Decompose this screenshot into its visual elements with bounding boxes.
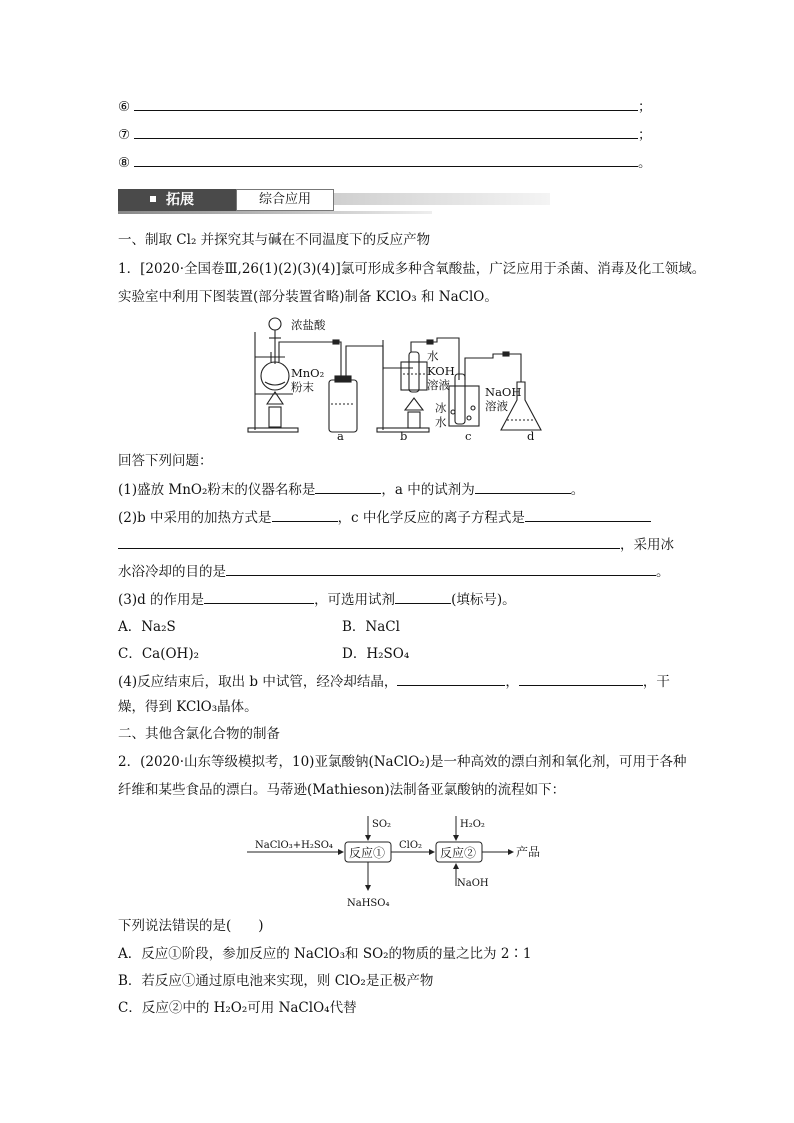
q1-intro-1: 1．[2020·全国卷Ⅲ,26(1)(2)(3)(4)]氯可形成多种含氧酸盐，广泛应用于杀菌、消毒及化工领域。 — [118, 261, 706, 277]
answer-line-6 — [118, 96, 652, 117]
line-number: ⑥ — [118, 99, 131, 115]
text: ，可选用试剂 — [314, 592, 396, 608]
answer-line-8 — [118, 152, 652, 173]
tab-label: 拓展 — [166, 192, 194, 208]
flow-h2o2: H₂O₂ — [460, 819, 485, 830]
flow-clo2: ClO₂ — [399, 840, 423, 851]
blank[interactable] — [134, 152, 638, 167]
text: 。 — [656, 564, 670, 580]
round-flask — [261, 362, 289, 390]
test-tube-b — [409, 352, 419, 392]
q2-option-a[interactable]: A．反应①阶段，参加反应的 NaClO₃和 SO₂的物质的量之比为 2∶1 — [118, 946, 532, 962]
text: ，采用冰 — [620, 537, 674, 553]
label-a: a — [337, 429, 344, 443]
blank[interactable] — [315, 479, 381, 494]
blank[interactable] — [134, 96, 638, 111]
q2-question: 下列说法错误的是( ) — [118, 918, 264, 934]
q1-part3 — [118, 589, 516, 610]
label-b: b — [400, 429, 408, 443]
flow-nahso4: NaHSO₄ — [347, 898, 390, 909]
blank[interactable] — [397, 671, 505, 686]
answer-line-7 — [118, 124, 652, 145]
text: (4)反应结束后，取出 b 中试管，经冷却结晶， — [118, 674, 398, 690]
q2-intro-1: 2．(2020·山东等级模拟考，10)亚氯酸钠(NaClO₂)是一种高效的漂白剂和氧化剂，可用于各种 — [118, 754, 687, 770]
text: 水浴冷却的目的是 — [118, 564, 226, 580]
text: ，干 — [642, 674, 670, 690]
text: (1)盛放 MnO₂粉末的仪器名称是 — [118, 482, 316, 498]
blank[interactable] — [134, 124, 638, 139]
q1-part1 — [118, 479, 584, 500]
label-conc-hcl: 浓盐酸 — [291, 318, 326, 332]
blank[interactable] — [395, 589, 451, 604]
line-end: ； — [638, 127, 652, 143]
beaker-b — [401, 362, 427, 390]
blank[interactable] — [519, 671, 643, 686]
blank[interactable] — [525, 507, 651, 522]
option-b[interactable]: B．NaCl — [342, 619, 400, 635]
q2-option-b[interactable]: B．若反应①通过原电池来实现，则 ClO₂是正极产物 — [118, 973, 434, 989]
line-number: ⑦ — [118, 127, 131, 143]
line-end: ； — [638, 99, 652, 115]
blank[interactable] — [272, 507, 338, 522]
flow-diagram — [245, 812, 555, 912]
flow-r2: 反应② — [440, 846, 477, 860]
tab-sub: 综合应用 — [236, 189, 334, 211]
q1-part4-line2: 燥，得到 KClO₃晶体。 — [118, 699, 258, 715]
label-ice-water: 水 — [435, 415, 447, 429]
section2-heading: 二、其他含氯化合物的制备 — [118, 726, 280, 742]
label-powder: 粉末 — [291, 380, 314, 394]
option-d[interactable]: D．H₂SO₄ — [342, 646, 410, 662]
blank[interactable] — [118, 534, 620, 549]
blank[interactable] — [204, 589, 314, 604]
flow-input: NaClO₃+H₂SO₄ — [255, 840, 333, 851]
option-c[interactable]: C．Ca(OH)₂ — [118, 646, 199, 662]
line-end: 。 — [638, 155, 652, 171]
label-solution-b: 溶液 — [427, 378, 450, 392]
q1-intro-2: 实验室中利用下图装置(部分装置省略)制备 KClO₃ 和 NaClO。 — [118, 289, 498, 305]
label-c: c — [465, 429, 472, 443]
flow-r1: 反应① — [349, 846, 386, 860]
q1-part2-line2 — [118, 534, 674, 555]
square-icon — [150, 196, 156, 202]
tab-underline — [118, 211, 432, 214]
tube-4 — [465, 354, 521, 382]
label-mno2: MnO₂ — [291, 366, 325, 380]
flow-product: 产品 — [516, 845, 541, 859]
label-naoh: NaOH — [485, 385, 522, 399]
text: ， — [505, 674, 519, 690]
tab-main — [118, 189, 236, 211]
test-tube-c — [455, 374, 465, 424]
answer-prompt: 回答下列问题： — [118, 453, 213, 469]
q2-option-c[interactable]: C．反应②中的 H₂O₂可用 NaClO₄代替 — [118, 1000, 357, 1016]
label-koh: KOH — [427, 364, 455, 378]
text: (3)d 的作用是 — [118, 592, 205, 608]
label-d: d — [527, 429, 535, 443]
section1-heading: 一、制取 Cl₂ 并探究其与碱在不同温度下的反应产物 — [118, 232, 431, 248]
q1-part2-line3 — [118, 561, 670, 582]
apparatus-diagram — [245, 312, 555, 444]
label-solution-d: 溶液 — [485, 399, 508, 413]
text: ，c 中化学反应的离子方程式是 — [337, 510, 525, 526]
q1-part2 — [118, 507, 651, 528]
burner — [269, 407, 281, 427]
label-water: 水 — [427, 349, 439, 363]
section-tab — [118, 189, 432, 213]
line-number: ⑧ — [118, 155, 131, 171]
mno2-powder — [265, 382, 285, 385]
tab-bar — [332, 193, 550, 205]
blank[interactable] — [475, 479, 571, 494]
option-a[interactable]: A．Na₂S — [118, 619, 176, 635]
text: (2)b 中采用的加热方式是 — [118, 510, 272, 526]
blank[interactable] — [226, 561, 656, 576]
q1-part4 — [118, 671, 670, 692]
text: ，a 中的试剂为 — [381, 482, 475, 498]
tube-2 — [346, 346, 383, 380]
flow-naoh: NaOH — [457, 878, 489, 889]
label-ice: 冰 — [435, 401, 447, 415]
bottle-a — [329, 380, 357, 432]
q2-intro-2: 纤维和某些食品的漂白。马蒂逊(Mathieson)法制备亚氯酸钠的流程如下： — [118, 782, 566, 798]
funnel-bulb — [269, 318, 281, 330]
text: (填标号)。 — [451, 592, 516, 608]
flow-so2: SO₂ — [372, 819, 392, 830]
text: 。 — [570, 482, 585, 498]
